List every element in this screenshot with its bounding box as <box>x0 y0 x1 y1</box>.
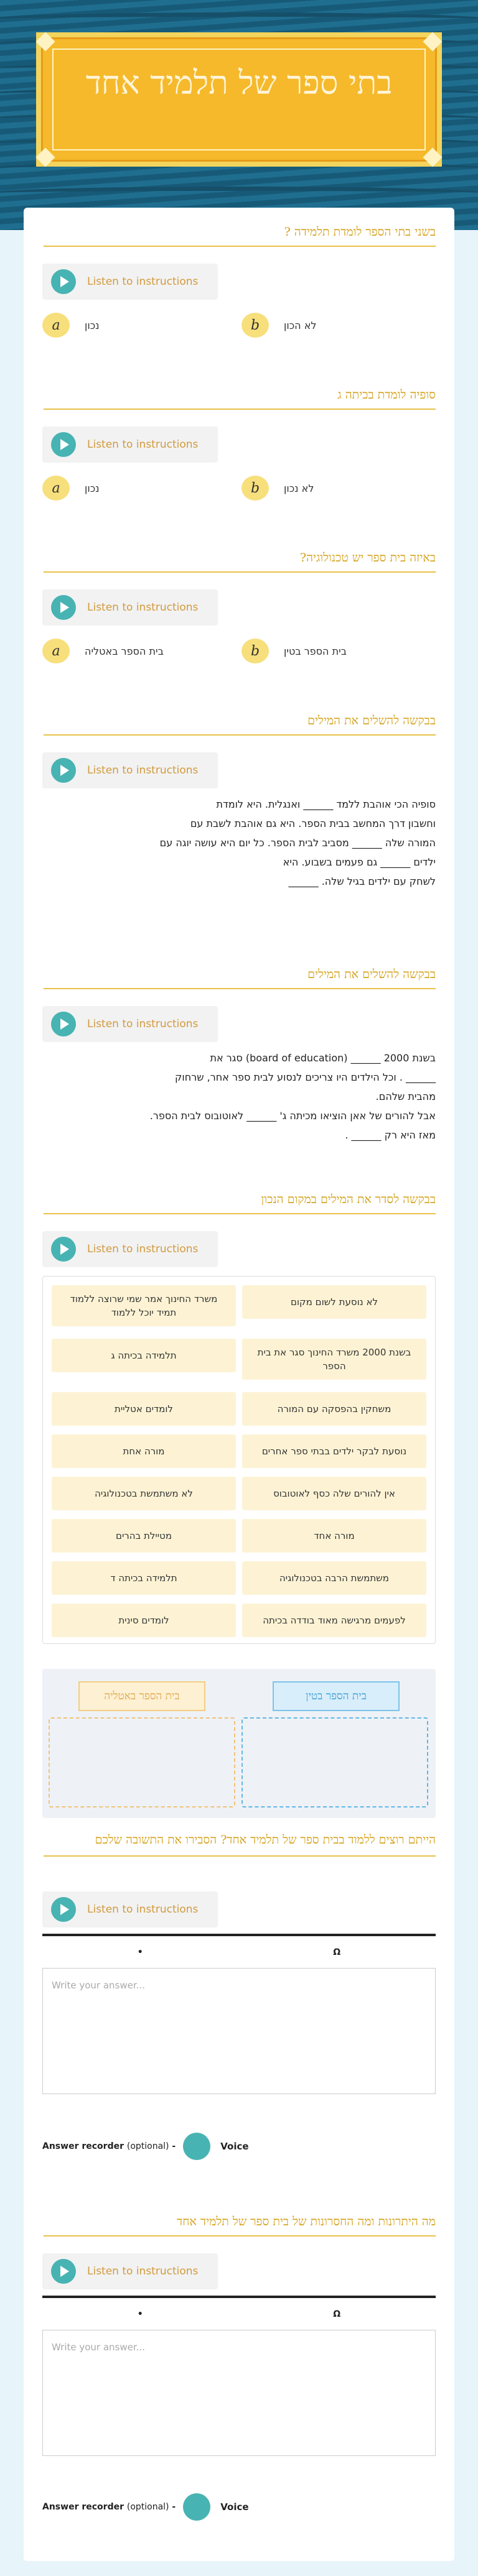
hero-banner <box>0 0 478 230</box>
drop-zone-right[interactable] <box>241 1717 428 1807</box>
question-title: באיזה בית ספר יש טכנולוגיה? <box>44 551 436 573</box>
play-icon <box>51 758 76 783</box>
listen-label: Listen to instructions <box>87 601 199 614</box>
draggable-item[interactable]: תלמידה בכיתה ג <box>52 1339 236 1372</box>
play-icon <box>51 595 76 620</box>
bucket-label-right: בית הספר בטין <box>273 1681 400 1711</box>
option-letter: b <box>241 476 269 501</box>
fill-line: מהבית שלהם. <box>375 1091 436 1102</box>
corner-ornament <box>423 147 442 167</box>
option-text: נכון <box>85 482 100 494</box>
listen-label: Listen to instructions <box>87 1243 199 1255</box>
option-b[interactable] <box>241 474 428 502</box>
listen-label: Listen to instructions <box>87 275 199 288</box>
question-title: הייתם רוצים ללמוד בבית ספר של תלמיד אחד? הסבירו את התשובה שלכם <box>44 1830 436 1857</box>
editor-toolbar <box>42 2296 436 2330</box>
draggable-item[interactable]: לא נוסעת לשום מקום <box>242 1285 426 1319</box>
corner-ornament <box>35 32 55 51</box>
option-text: נכון <box>85 319 100 331</box>
drop-zone-left[interactable] <box>49 1717 235 1807</box>
option-text: לא נכון <box>284 482 314 494</box>
bucket-label-left: בית הספר באטליה <box>78 1681 205 1711</box>
listen-label: Listen to instructions <box>87 1018 199 1030</box>
play-icon <box>51 2259 76 2284</box>
answer-textarea[interactable]: Write your answer... <box>42 2330 436 2456</box>
listen-instructions-button[interactable] <box>42 427 218 463</box>
recorder-optional: (optional) <box>126 2502 169 2512</box>
recorder-optional: (optional) <box>126 2141 169 2151</box>
listen-label: Listen to instructions <box>87 438 199 451</box>
record-voice-button[interactable] <box>183 2493 210 2521</box>
page-title: בתי ספר של תלמיד אחד <box>85 65 393 102</box>
record-voice-button[interactable] <box>183 2133 210 2160</box>
listen-label: Listen to instructions <box>87 764 199 777</box>
option-letter: b <box>241 639 269 663</box>
fill-line: סופיה הכי אוהבת ללמד ______ ואנגלית. היא לומדת <box>216 798 436 810</box>
play-icon <box>51 432 76 457</box>
voice-label: Voice <box>220 2141 249 2152</box>
draggable-item[interactable]: אין להורים שלה כסף לאוטובוס <box>242 1477 426 1510</box>
draggable-item[interactable]: מטיילת בהרים <box>52 1519 236 1553</box>
question-title: בשני בתי הספר לומדת תלמידה ? <box>44 225 436 247</box>
fill-line: בשנת 2000 ______ (board of education) סגר את <box>210 1052 436 1064</box>
draggable-item[interactable]: תלמידה בכיתה ד <box>52 1561 236 1595</box>
wave-decoration <box>0 12 478 26</box>
option-letter: a <box>42 313 70 338</box>
listen-instructions-button[interactable] <box>42 589 218 626</box>
question-title: בבקשה להשלים את המילים <box>44 967 436 989</box>
bullet-list-button[interactable]: • <box>137 2309 143 2319</box>
title-card <box>36 32 442 167</box>
special-characters-button[interactable]: Ω <box>333 1947 341 1957</box>
sort-items-pool <box>42 1276 436 1644</box>
option-text: בית הספר בטין <box>284 645 347 657</box>
question-title: בבקשה להשלים את המילים <box>44 714 436 736</box>
draggable-item[interactable]: משתמשת הרבה בטכנולוגיה <box>242 1561 426 1595</box>
question-title: מה היתרונות ומה החסרונות של בית ספר של תלמיד אחד <box>44 2215 436 2237</box>
option-letter: a <box>42 476 70 501</box>
listen-instructions-button[interactable] <box>42 264 218 300</box>
corner-ornament <box>35 147 55 167</box>
draggable-item[interactable]: לפעמים מרגישה מאוד בודדה בכיתה <box>242 1604 426 1637</box>
play-icon <box>51 1012 76 1036</box>
play-icon <box>51 1237 76 1262</box>
listen-instructions-button[interactable] <box>42 752 218 788</box>
option-a[interactable] <box>42 474 229 502</box>
draggable-item[interactable]: מורה אחד <box>242 1519 426 1553</box>
listen-instructions-button[interactable] <box>42 2253 218 2289</box>
sort-buckets <box>42 1669 436 1818</box>
fill-line: וחשבון דרך המחשב בבית הספר. היא גם אוהבת לשבת עם <box>190 818 436 829</box>
option-text: בית הספר באטליה <box>85 645 164 657</box>
draggable-item[interactable]: מורה אחת <box>52 1434 236 1468</box>
special-characters-button[interactable]: Ω <box>333 2309 341 2319</box>
bullet-list-button[interactable]: • <box>137 1947 143 1957</box>
draggable-item[interactable]: נוסעת לבקר ילדים בבתי ספר אחרים <box>242 1434 426 1468</box>
option-letter: b <box>241 313 269 338</box>
draggable-item[interactable]: לומדים סינית <box>52 1604 236 1637</box>
fill-line: ______ . וכל הילדים היו צריכים לנסוע לבית ספר אחר, שרחוק <box>175 1071 436 1083</box>
fill-line: המורה שלה ______ מסביב לבית הספר. כל יום היא עושה יוגה עם <box>159 837 436 849</box>
listen-label: Listen to instructions <box>87 1903 199 1916</box>
listen-instructions-button[interactable] <box>42 1231 218 1267</box>
fill-line: אבל להורים של אאן הוציאו מכיתה ג' ______ לאוטובוס לבית הספר. <box>149 1110 436 1122</box>
recorder-label: Answer recorder <box>42 2141 124 2151</box>
answer-recorder <box>42 2493 249 2521</box>
corner-ornament <box>423 32 442 51</box>
editor-toolbar <box>42 1934 436 1969</box>
fill-in-paragraph <box>44 1048 436 1145</box>
wave-decoration <box>0 187 478 200</box>
option-a[interactable] <box>42 311 229 339</box>
option-text: לא הכון <box>284 319 317 331</box>
draggable-item[interactable]: לא משתמשת בטכנולוגיה <box>52 1477 236 1510</box>
option-a[interactable] <box>42 637 229 665</box>
draggable-item[interactable]: לומדים אטליית <box>52 1392 236 1426</box>
fill-line: מאז היא רק ______ . <box>345 1129 436 1141</box>
fill-line: לשחק עם ילדים בגיל שלה. ______ <box>288 875 436 887</box>
voice-label: Voice <box>220 2501 249 2513</box>
recorder-dash: - <box>172 2141 176 2151</box>
answer-recorder <box>42 2133 249 2160</box>
play-icon <box>51 269 76 294</box>
listen-label: Listen to instructions <box>87 2265 199 2278</box>
draggable-item[interactable]: משחקין בהפסקה עם המורה <box>242 1392 426 1426</box>
fill-in-paragraph <box>44 795 436 891</box>
listen-instructions-button[interactable] <box>42 1006 218 1042</box>
option-b[interactable] <box>241 637 428 665</box>
play-icon <box>51 1897 76 1922</box>
option-b[interactable] <box>241 311 428 339</box>
question-title: סופיה לומדת בכיתה ג <box>44 388 436 410</box>
recorder-dash: - <box>172 2502 176 2512</box>
answer-textarea[interactable]: Write your answer... <box>42 1969 436 2094</box>
draggable-item[interactable]: בשנת 2000 משרד החינוך סגר את בית הספר <box>242 1339 426 1380</box>
question-title: בבקשה לסדר את המילים במקום הנכון <box>44 1193 436 1214</box>
listen-instructions-button[interactable] <box>42 1891 218 1927</box>
fill-line: ילדים ______ גם פעמים בשבוע. היא <box>283 856 436 868</box>
recorder-label: Answer recorder <box>42 2502 124 2512</box>
option-letter: a <box>42 639 70 663</box>
draggable-item[interactable]: משרד החינוך אמר שמי שרוצה ללמוד תמיד יוכל ללמוד <box>52 1285 236 1326</box>
